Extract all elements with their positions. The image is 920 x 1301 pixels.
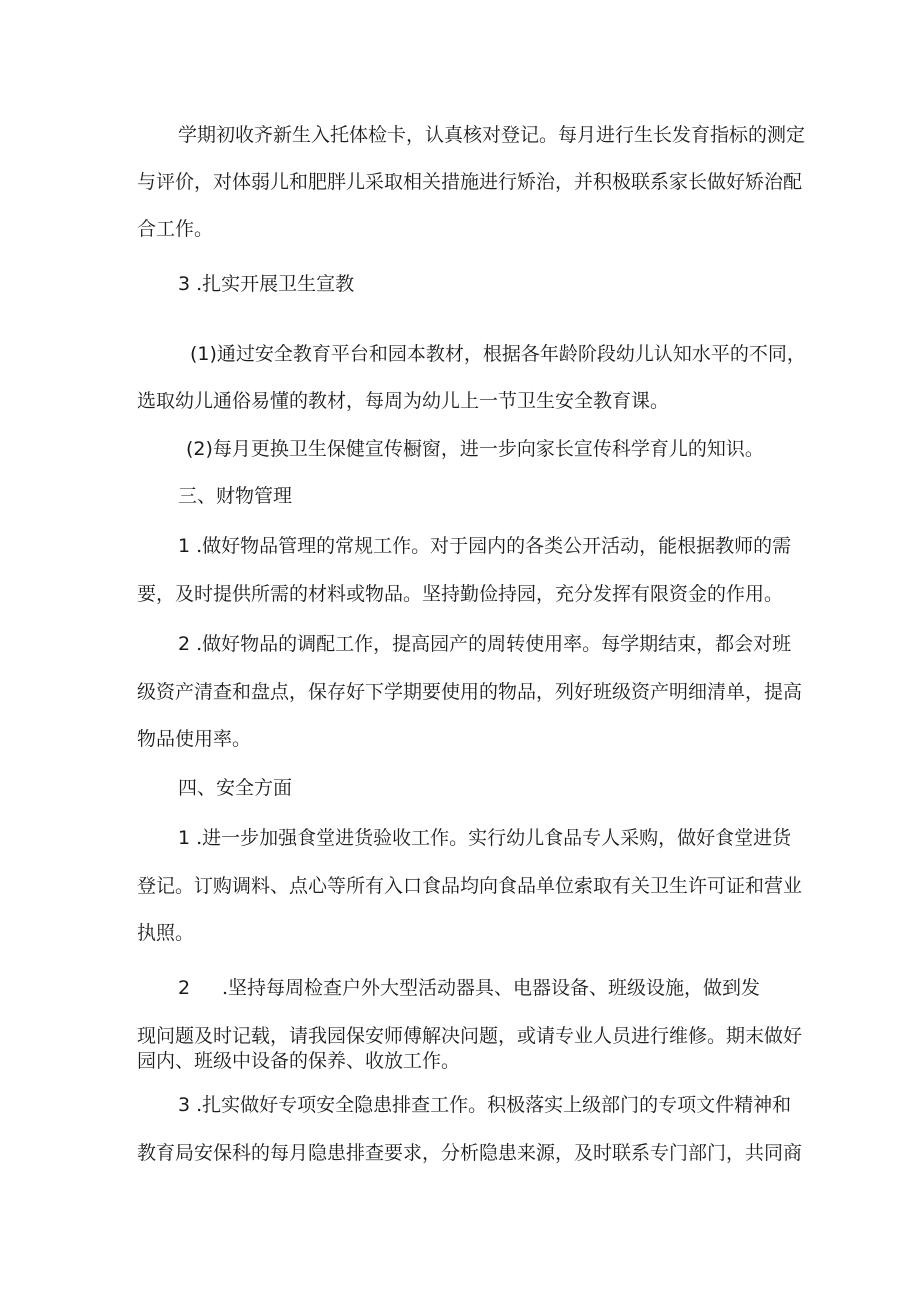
section-3-title: 三、财物管理 [178,485,293,507]
item-number: 2 [178,977,191,999]
s3p2-line-3: 物品使用率。 [137,728,252,750]
section-4-title: 四、安全方面 [178,777,293,799]
s3p2-line-2: 级资产清查和盘点，保存好下学期要使用的物品，列好班级资产明细清单，提高 [137,681,803,703]
item-number: 3 [178,1094,191,1116]
item-text: .扎实做好专项安全隐患排查工作。积极落实上级部门的专项文件精神和 [196,1094,792,1116]
s4p2-line-3: 园内、班级中设备的保养、收放工作。 [137,1050,461,1072]
p1-line-2: 与评价，对体弱儿和肥胖儿采取相关措施进行矫治，并积极联系家长做好矫治配 [137,171,803,193]
p3-line-1 [186,437,836,461]
p1-line-3: 合工作。 [137,218,214,240]
item-number: 1 [178,827,191,849]
heading-number: 3 [178,273,191,295]
s4p3-line-2: 教育局安保科的每月隐患排查要求，分析隐患来源，及时联系专门部门，共同商 [137,1142,803,1164]
p1-line-1: 学期初收齐新生入托体检卡，认真核对登记。每月进行生长发育指标的测定 [178,124,806,146]
p2-line-2: 选取幼儿通俗易懂的教材，每周为幼儿上一节卫生安全教育课。 [137,390,670,412]
item-text: 通过安全教育平台和园本教材，根据各年龄阶段幼儿认知水平的不同， [216,343,806,365]
item-text: .做好物品的调配工作，提高园产的周转使用率。每学期结束，都会对班 [196,633,792,655]
item-text: .坚持每周检查户外大型活动器具、电器设备、班级设施，做到发 [222,977,761,999]
item-text: 每月更换卫生保健宣传橱窗，进一步向家长宣传科学育儿的知识。 [212,438,764,460]
s3p2-line-1 [178,632,828,656]
item-text: .做好物品管理的常规工作。对于园内的各类公开活动，能根据教师的需 [196,535,792,557]
item-number: (1) [190,343,217,365]
item-number: 2 [178,633,191,655]
p2-line-1 [190,342,840,366]
item-text: .进一步加强食堂进货验收工作。实行幼儿食品专人采购，做好食堂进货 [196,827,792,849]
s4p2-line-1 [178,976,828,1000]
item-number: (2) [186,438,213,460]
s4p1-line-3: 执照。 [137,922,195,944]
item-number: 1 [178,535,191,557]
s4p3-line-1 [178,1093,828,1117]
heading-3-sanitation-education [178,272,828,296]
s4p1-line-1 [178,826,828,850]
s4p2-line-2: 现问题及时记载，请我园保安师傅解决问题，或请专业人员进行维修。期末做好 [137,1025,803,1047]
heading-text: .扎实开展卫生宣教 [196,273,355,295]
s3p1-line-2: 要，及时提供所需的材料或物品。坚持勤俭持园，充分发挥有限资金的作用。 [137,583,784,605]
s4p1-line-2: 登记。订购调料、点心等所有入口食品均向食品单位索取有关卫生许可证和营业 [137,875,803,897]
s3p1-line-1 [178,534,828,558]
